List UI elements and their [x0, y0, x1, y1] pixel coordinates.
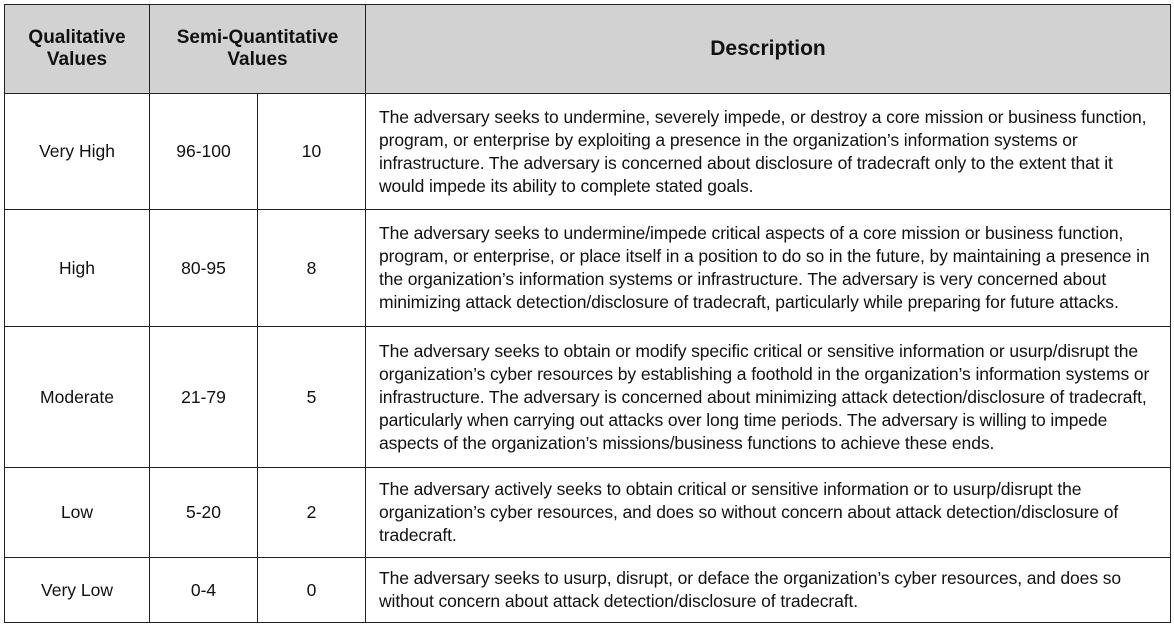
description-cell: The adversary seeks to undermine, severely impede, or destroy a core mission or business function, program, or enterprise by exploiting a presence in the organization’s information systems or infrastructure. The adversary is concerned about disclosure of tradecraft only to the extent that it would impede its ability to complete stated goals.	[366, 94, 1171, 210]
description-cell: The adversary seeks to undermine/impede critical aspects of a core mission or business function, program, or enterprise, or place itself in a position to do so in the future, by maintaining a presence in the organization’s information systems or infrastructure. The adversary is very concerned about minimizing attack detection/disclosure of tradecraft, particularly while preparing for future attacks.	[366, 210, 1171, 327]
description-header: Description	[366, 5, 1171, 94]
qualitative-cell: Very Low	[5, 558, 150, 623]
table-row	[5, 327, 1171, 468]
score-cell: 8	[258, 210, 366, 327]
score-cell: 5	[258, 327, 366, 468]
qualitative-cell: Very High	[5, 94, 150, 210]
qualitative-cell: High	[5, 210, 150, 327]
table-row	[5, 94, 1171, 210]
qualitative-cell: Moderate	[5, 327, 150, 468]
range-cell: 0-4	[150, 558, 258, 623]
description-cell: The adversary seeks to obtain or modify specific critical or sensitive information or usurp/disrupt the organization’s cyber resources by establishing a foothold in the organization’s information systems or infrastructure. The adversary is concerned about minimizing attack detection/disclosure of tradecraft, particularly when carrying out attacks over long time periods. The adversary is willing to impede aspects of the organization’s missions/business functions to achieve these ends.	[366, 327, 1171, 468]
table-row	[5, 468, 1171, 558]
header-row	[5, 5, 1171, 94]
adversary-intent-scale-table	[4, 4, 1171, 623]
semi-quantitative-values-header: Semi-Quantitative Values	[150, 5, 366, 94]
qualitative-values-header: Qualitative Values	[5, 5, 150, 94]
range-cell: 21-79	[150, 327, 258, 468]
description-cell: The adversary seeks to usurp, disrupt, or deface the organization’s cyber resources, and does so without concern about attack detection/disclosure of tradecraft.	[366, 558, 1171, 623]
description-cell: The adversary actively seeks to obtain critical or sensitive information or to usurp/disrupt the organization’s cyber resources, and does so without concern about attack detection/disclosure of tradecraft.	[366, 468, 1171, 558]
table-row	[5, 558, 1171, 623]
scale-table-container	[4, 4, 1170, 623]
score-cell: 2	[258, 468, 366, 558]
range-cell: 80-95	[150, 210, 258, 327]
qualitative-cell: Low	[5, 468, 150, 558]
range-cell: 5-20	[150, 468, 258, 558]
range-cell: 96-100	[150, 94, 258, 210]
table-row	[5, 210, 1171, 327]
score-cell: 0	[258, 558, 366, 623]
score-cell: 10	[258, 94, 366, 210]
